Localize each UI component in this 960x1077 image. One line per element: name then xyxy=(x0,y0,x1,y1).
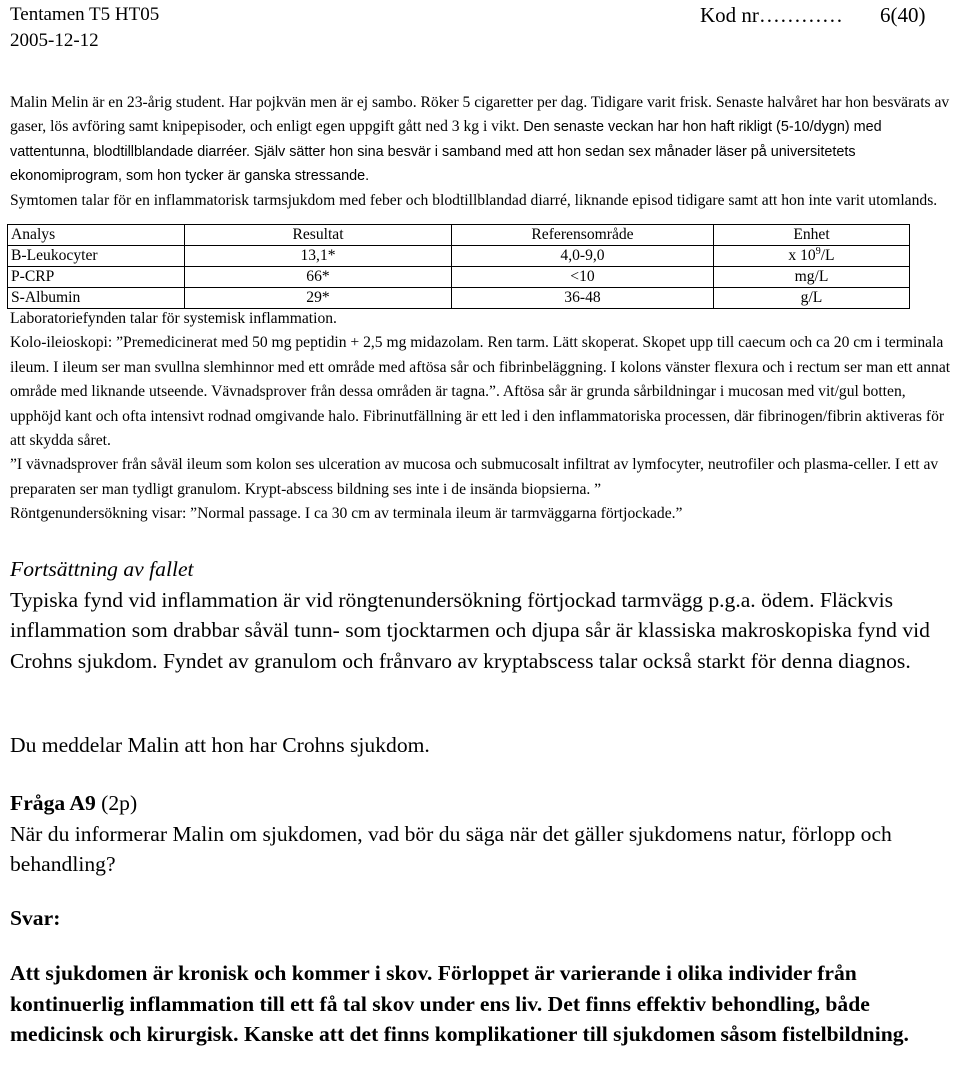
unit-exponent: 9 xyxy=(815,245,821,257)
unit-prefix: x 10 xyxy=(788,247,816,264)
cell-ref: <10 xyxy=(452,267,714,288)
question-points: (2p) xyxy=(95,791,138,815)
column-header-analys: Analys xyxy=(8,225,185,246)
answer-label: Svar: xyxy=(10,906,61,930)
cell-analys: P-CRP xyxy=(8,267,185,288)
page-number: 6(40) xyxy=(880,3,926,27)
case-symptoms: Symtomen talar för en inflammatorisk tarmsjukdom med feber och blodtillblandad diarré, liknande episod tidigare samt att hon inte varit utomlands. xyxy=(10,191,938,209)
code-number-field: Kod nr………… xyxy=(700,3,843,27)
cell-resultat: 66* xyxy=(185,267,452,288)
table-row xyxy=(8,288,910,309)
cell-resultat: 13,1* xyxy=(185,246,452,267)
cell-enhet: g/L xyxy=(714,288,910,309)
exam-title: Tentamen T5 HT05 xyxy=(10,4,160,25)
table-row xyxy=(8,267,910,288)
continuation-heading: Fortsättning av fallet xyxy=(10,557,194,581)
continuation-text: Typiska fynd vid inflammation är vid röngtenundersökning förtjockad tarmvägg p.g.a. ödem. Fläckvis inflammation som drabbar såväl tunn- som tjocktarmen och djupa sår är klassiska makroskopiska fynd vid Crohns sjukdom. Fyndet av granulom och frånvaro av kryptabscess talar också starkt för denna diagnos. xyxy=(10,587,930,673)
question-block xyxy=(10,788,955,880)
table-header-row xyxy=(8,225,910,246)
case-history: Den senaste veckan har hon haft rikligt (5-10/dygn) med vattentunna, blodtillblandade diarréer. Själv sätter hon sina besvär i samband med att hon sedan sex månader läser på universitetets ekonomiprogram, som hon tycker är ganska stressande. xyxy=(10,119,882,185)
case-description xyxy=(10,91,955,213)
exam-date: 2005-12-12 xyxy=(10,30,99,51)
column-header-enhet: Enhet xyxy=(714,225,910,246)
cell-enhet: mg/L xyxy=(714,267,910,288)
cell-resultat: 29* xyxy=(185,288,452,309)
cell-analys: B-Leukocyter xyxy=(8,246,185,267)
column-header-referensomrade: Referensområde xyxy=(452,225,714,246)
continuation-section xyxy=(10,554,955,676)
cell-analys: S-Albumin xyxy=(8,288,185,309)
cell-ref: 36-48 xyxy=(452,288,714,309)
answer-text: Att sjukdomen är kronisk och kommer i skov. Förloppet är varierande i olika individer från kontinuerlig inflammation till ett få tal skov under ens liv. Det finns effektiv behondling, både medicinsk och kirurgisk. Kanske att det finns komplikationer till sjukdomen såsom fistelbildning. xyxy=(10,961,909,1046)
unit-suffix: /L xyxy=(820,247,835,264)
question-label: Fråga A9 xyxy=(10,791,96,815)
lab-comment: Laboratoriefynden talar för systemisk inflammation. xyxy=(10,310,337,327)
diagnosis-statement: Du meddelar Malin att hon har Crohns sjukdom. xyxy=(10,733,430,757)
table-row xyxy=(8,246,910,267)
column-header-resultat: Resultat xyxy=(185,225,452,246)
question-text: När du informerar Malin om sjukdomen, vad bör du säga när det gäller sjukdomens natur, förlopp och behandling? xyxy=(10,821,892,876)
cell-enhet xyxy=(714,246,910,267)
colonoscopy-finding: Kolo-ileioskopi: ”Premedicinerat med 50 mg peptidin + 2,5 mg midazolam. Ren tarm. Lätt skoperat. Skopet upp till caecum och ca 20 cm i terminala ileum. I ileum ser man svullna slemhinnor med ett område med aftösa sår och fibrinbeläggning. I kolons vänster flexura och i rectum ser man ett annat område med liknande utseende. Vävnadsprover från dessa områden är tagna.”. Aftösa sår är grunda sårbildningar i mucosan med vit/gul botten, upphöjd kant och ofta intensivt rodnad omgivande halo. Fibrinutfällning är ett led i den inflammatoriska processen, där fibrinogen/fibrin aktiveras för att skydda såret. xyxy=(10,334,951,450)
radiology-finding: Röntgenundersökning visar: ”Normal passage. I ca 30 cm av terminala ileum är tarmväggarna förtjockade.” xyxy=(10,505,683,523)
case-intro: Malin Melin är en 23-årig student. Har pojkvän men är ej sambo. Röker 5 cigaretter per dag. Tidigare varit frisk. Senaste halvåret har hon besvärats av gaser, lös avföring samt knipepisoder, och enligt egen uppgift gått ned 3 kg i vikt. xyxy=(10,94,950,136)
cell-ref: 4,0-9,0 xyxy=(452,246,714,267)
lab-results-table xyxy=(7,224,910,309)
findings-section xyxy=(10,307,955,527)
pathology-finding: ”I vävnadsprover från såväl ileum som kolon ses ulceration av mucosa och submucosalt infiltrat av lymfocyter, neutrofiler och plasma-celler. I ett av preparaten ser man tydligt granulom. Krypt-abscess bildning ses inte i de insända biopsierna. ” xyxy=(10,456,939,498)
